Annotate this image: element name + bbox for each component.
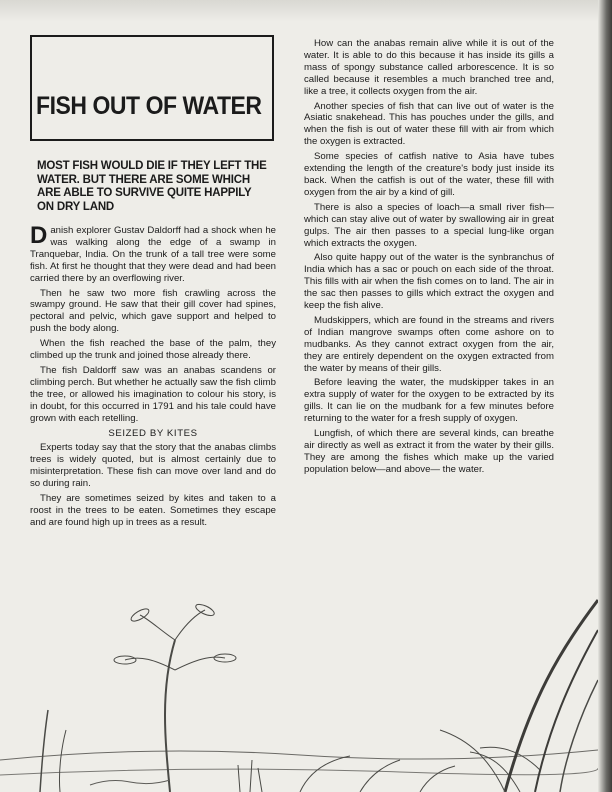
paragraph-text: anish explorer Gustav Daldorff had a shock when he was walking along the edge of a swamp in Tranquebar, India. On the trunk of a tall tree were some fish. At first he thought that they were dead and had been carried there by an overflowing river. bbox=[30, 225, 276, 284]
paragraph: Also quite happy out of the water is the synbranchus of India which has a sac or pouch on each side of the throat. This fills with air when the fish comes on to land. The air in the sac then passes to gills which extract the oxygen and keep the fish alive. bbox=[304, 252, 554, 312]
paragraph bbox=[30, 222, 276, 285]
paragraph: Then he saw two more fish crawling across the swampy ground. He saw that their gill cover had spines, pectoral and pelvic, which gave support and helped to push the body along. bbox=[30, 287, 276, 335]
paragraph: Experts today say that the story that the anabas climbs trees is widely quoted, but is almost certainly due to misinterpretation. These fish can move over land and do so during rain. bbox=[30, 442, 276, 490]
page-top-shadow bbox=[0, 0, 612, 22]
paragraph: They are sometimes seized by kites and taken to a roost in the trees to be eaten. Sometimes they escape and are found high up in trees as a result. bbox=[30, 493, 276, 528]
column-left bbox=[30, 222, 276, 532]
paragraph: There is also a species of loach—a small river fish—which can stay alive out of water by swallowing air in great gulps. The air then passes to a special lung-like organ which extracts the oxygen. bbox=[304, 201, 554, 249]
article-intro: MOST FISH WOULD DIE IF THEY LEFT THE WATER. BUT THERE ARE SOME WHICH ARE ABLE TO SURVIVE QUITE HAPPILY ON DRY LAND bbox=[37, 160, 267, 213]
paragraph: Some species of catfish native to Asia have tubes extending the length of the creature's body just inside its back. When the catfish is out of the water, these fill with oxygen from the air by a kind of gill. bbox=[304, 151, 554, 198]
swamp-illustration bbox=[0, 560, 598, 792]
column-right bbox=[304, 38, 554, 479]
paragraph: Before leaving the water, the mudskipper takes in an extra supply of water for the oxygen to be extracted by its gills. It can lie on the mudbank for a few minutes before returning to the water for a fresh supply of oxygen. bbox=[304, 377, 554, 425]
paragraph: Mudskippers, which are found in the streams and rivers of Indian mangrove swamps often come ashore on to mudbanks. As they cannot extract oxygen from the air, they are entirely dependent on the oxygen extracted from the water by means of their gills. bbox=[304, 314, 554, 374]
drop-cap: D bbox=[30, 222, 48, 249]
page-binding-edge bbox=[598, 0, 612, 792]
paragraph: How can the anabas remain alive while it is out of the water. It is able to do this because it has inside its gills a mass of spongy substance called arborescence. It is so called because it resembles a much branched tree and, like a tree, it collects oxygen from the air. bbox=[304, 38, 554, 97]
article-title: FISH OUT OF WATER bbox=[36, 92, 262, 120]
paragraph: When the fish reached the base of the palm, they climbed up the trunk and joined those already there. bbox=[30, 338, 276, 362]
paragraph: The fish Daldorff saw was an anabas scandens or climbing perch. But whether he actually saw the fish climb the tree, or allowed his imagination to colour his story, is in doubt, for this occurred in 1791 and his tale could have grown with each retelling. bbox=[30, 364, 276, 424]
paragraph: Another species of fish that can live out of water is the Asiatic snakehead. This has pouches under the gills, and when the fish is out of water these fill with air from which the oxygen is extracted. bbox=[304, 100, 554, 148]
paragraph: Lungfish, of which there are several kinds, can breathe air directly as well as extract it from the water by their gills. They are among the fishes which make up the varied population below—and above— the water. bbox=[304, 428, 554, 475]
title-box bbox=[30, 35, 274, 141]
section-subhead: SEIZED BY KITES bbox=[108, 427, 198, 439]
